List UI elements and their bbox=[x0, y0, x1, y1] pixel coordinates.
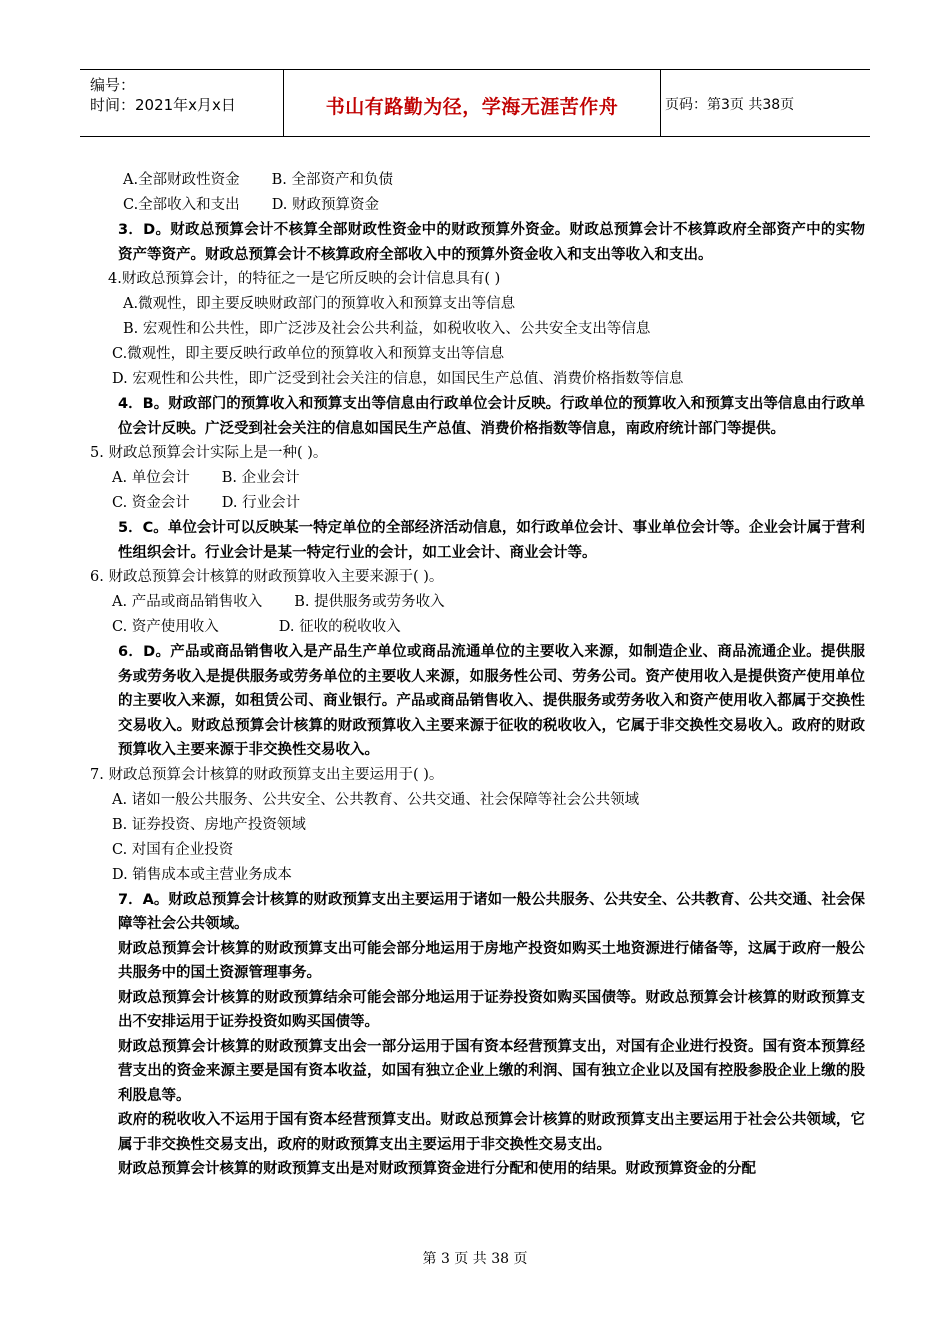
option-row: C.全部收入和支出 D. 财政预算资金 bbox=[123, 197, 380, 213]
question-4-option-c: C.微观性，即主要反映行政单位的预算收入和预算支出等信息 bbox=[112, 346, 505, 362]
answer-5: 5．C。单位会计可以反映某一特定单位的全部经济活动信息，如行政单位会计、事业单位会计等。企业会计属于营利性组织会计。行业会计是某一特定行业的会计，如工业会计、商业会计等。 bbox=[118, 520, 865, 561]
question-7: 7. 财政总预算会计核算的财政预算支出主要运用于( )。 bbox=[90, 766, 444, 783]
paragraph: 政府的税收收入不运用于国有资本经营预算支出。财政总预算会计核算的财政预算支出主要运用于社会公共领域，它属于非交换性交易支出，政府的财政预算支出主要运用于非交换性交易支出。 bbox=[118, 1112, 865, 1153]
header-motto-cell bbox=[284, 70, 661, 136]
question-6: 6. 财政总预算会计核算的财政预算收入主要来源于( )。 bbox=[90, 569, 444, 585]
answer-6: 6．D。产品或商品销售收入是产品生产单位或商品流通单位的主要收入来源，如制造企业、商品流通企业。提供服务或劳务收入是提供服务或劳务单位的主要收人来源，如服务性公司、劳务公司。资产使用收入是提供资产使用单位的主要收入来源，如租赁公司、商业银行。产品或商品销售收入、提供服务或劳务收入和资产使用收入都属于交换性交易收入。财政总预算会计核算的财政预算收入主要来源于征收的税收收入，它属于非交换性交易收入。政府的财政预算收入主要来源于非交换性交易收入。 bbox=[118, 644, 865, 758]
paragraph: 财政总预算会计核算的财政预算结余可能会部分地运用于证券投资如购买国债等。财政总预算会计核算的财政预算支出不安排运用于证券投资如购买国债等。 bbox=[118, 989, 865, 1030]
option-row: C. 资产使用收入 D. 征收的税收收入 bbox=[112, 619, 401, 635]
question-5: 5. 财政总预算会计实际上是一种( )。 bbox=[90, 445, 328, 461]
page-header bbox=[80, 69, 870, 137]
header-page-cell bbox=[661, 70, 870, 136]
document-body bbox=[90, 168, 865, 1182]
option-row: C. 资金会计 D. 行业会计 bbox=[112, 495, 301, 511]
document-date: 时间：2021年x月x日 bbox=[90, 96, 236, 114]
question-4: 4.财政总预算会计，的特征之一是它所反映的会计信息具有( ) bbox=[108, 271, 501, 287]
header-page-number: 页码：第3页 共38页 bbox=[665, 97, 795, 113]
question-7-option-c: C. 对国有企业投资 bbox=[112, 841, 234, 858]
header-info-cell bbox=[80, 70, 284, 136]
paragraph: 财政总预算会计核算的财政预算支出是对财政预算资金进行分配和使用的结果。财政预算资金的分配 bbox=[118, 1161, 756, 1177]
question-7-option-b: B. 证券投资、房地产投资领域 bbox=[112, 816, 306, 833]
document-number: 编号： bbox=[90, 76, 136, 94]
answer-7: 7．A。财政总预算会计核算的财政预算支出主要运用于诸如一般公共服务、公共安全、公共教育、公共交通、社会保障等社会公共领域。 bbox=[118, 891, 865, 932]
question-7-option-d: D. 销售成本或主营业务成本 bbox=[112, 866, 292, 883]
question-4-option-a: A.微观性，即主要反映财政部门的预算收入和预算支出等信息 bbox=[123, 296, 516, 312]
option-row: A. 单位会计 B. 企业会计 bbox=[112, 470, 300, 486]
page-footer: 第 3 页 共 38 页 bbox=[422, 1251, 528, 1267]
question-4-option-d: D. 宏观性和公共性，即广泛受到社会关注的信息，如国民生产总值、消费价格指数等信息 bbox=[112, 371, 684, 387]
question-4-option-b: B. 宏观性和公共性，即广泛涉及社会公共利益，如税收收入、公共安全支出等信息 bbox=[123, 321, 651, 337]
option-row: A.全部财政性资金 B. 全部资产和负债 bbox=[123, 172, 393, 188]
option-row: A. 产品或商品销售收入 B. 提供服务或劳务收入 bbox=[112, 594, 445, 610]
motto: 书山有路勤为径，学海无涯苦作舟 bbox=[325, 96, 619, 118]
answer-3: 3．D。财政总预算会计不核算全部财政性资金中的财政预算外资金。财政总预算会计不核算政府全部资产中的实物资产等资产。财政总预算会计不核算政府全部收入中的预算外资金收入和支出等收入和支出。 bbox=[118, 222, 865, 263]
paragraph: 财政总预算会计核算的财政预算支出会一部分运用于国有资本经营预算支出，对国有企业进行投资。国有资本预算经营支出的资金来源主要是国有资本收益，如国有独立企业上缴的利润、国有独立企业以及国有控股参股企业上缴的股利股息等。 bbox=[118, 1038, 865, 1104]
question-7-option-a: A. 诸如一般公共服务、公共安全、公共教育、公共交通、社会保障等社会公共领域 bbox=[112, 791, 640, 808]
answer-4: 4．B。财政部门的预算收入和预算支出等信息由行政单位会计反映。行政单位的预算收入和预算支出等信息由行政单位会计反映。广泛受到社会关注的信息如国民生产总值、消费价格指数等信息，南政府统计部门等提供。 bbox=[118, 396, 865, 437]
paragraph: 财政总预算会计核算的财政预算支出可能会部分地运用于房地产投资如购买土地资源进行储备等，这属于政府一般公共服务中的国土资源管理事务。 bbox=[118, 940, 865, 981]
